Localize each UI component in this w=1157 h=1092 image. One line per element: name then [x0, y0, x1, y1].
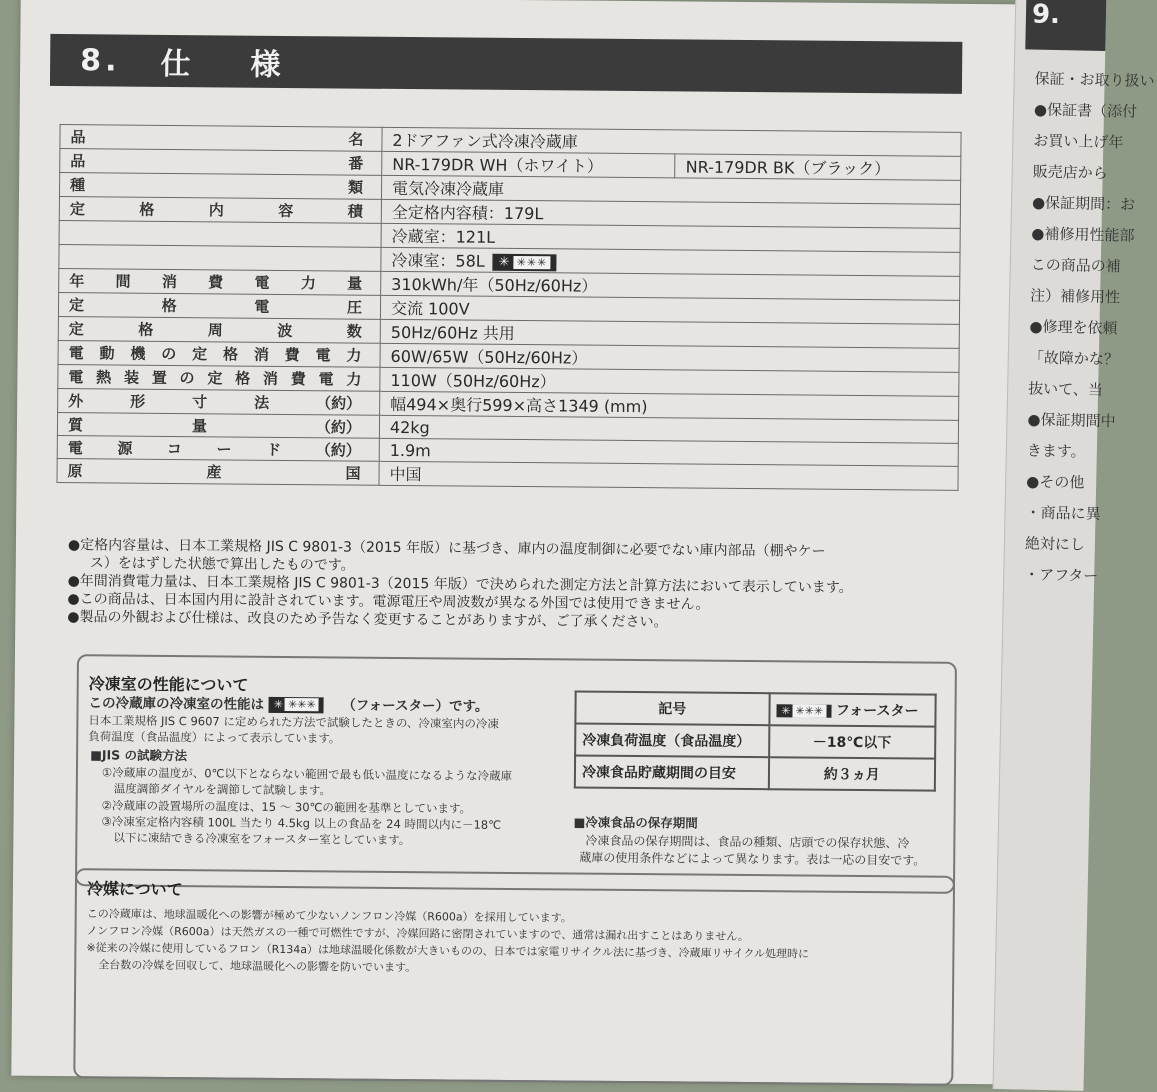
spec-label-char: 番: [348, 154, 364, 173]
spec-label-cell: [58, 292, 380, 319]
spec-label: [68, 437, 369, 461]
four-star-badge: [493, 254, 557, 272]
spec-label: [70, 174, 371, 198]
spec-label-char: 産: [206, 463, 222, 482]
spec-label-char: 外: [68, 392, 84, 411]
next-page-line: ●保証期間：お: [1031, 193, 1136, 214]
next-page-line: 注）補修用性: [1029, 286, 1121, 307]
jis-item: 以下に凍結できる冷凍室をフォースター室としています。: [113, 830, 411, 848]
spec-label-cell: [57, 458, 379, 485]
storage-period-label: 冷凍食品貯蔵期間の目安: [575, 756, 769, 790]
manual-page: [11, 0, 1020, 1084]
symbol-table: [574, 691, 937, 792]
jis-title: ■JIS の試験方法: [90, 747, 188, 764]
spec-label: [69, 318, 370, 342]
refrigerant-line: ※従来の冷媒に使用しているフロン（R134a）は地球温暖化係数が大きいものの、日本では家電リサイクル法に基づき、冷蔵庫リサイクル処理時に: [86, 941, 810, 961]
spec-label-char: 積: [347, 202, 363, 221]
spec-label-char: 力: [346, 370, 362, 389]
spec-label-char: 電: [254, 297, 270, 316]
storage-period-value: 約３ヵ月: [768, 757, 935, 790]
freezer-desc-1: 日本工業規格 JIS C 9607 に定められた方法で試験したときの、冷凍室内の冷凍: [88, 713, 500, 731]
spec-label-char: 国: [345, 464, 361, 483]
spec-value: [379, 461, 958, 490]
note-line: ●定格内容量は、日本工業規格 JIS C 9801-3（2015 年版）に基づき、庫内の温度制御に必要でない庫内部品（棚やケー: [67, 537, 826, 560]
spec-value-text: 幅494×奥行599×高さ1349 (mm): [390, 394, 648, 417]
storage-line: 冷凍食品の保存期間は、食品の種類、店頭での保存状態、冷: [585, 833, 910, 851]
spec-label-char: 熱: [96, 368, 112, 387]
spec-label-char: 間: [115, 272, 131, 291]
spec-label-char: 費: [208, 273, 224, 292]
spec-label-char: 容: [278, 201, 294, 221]
spec-label: [70, 198, 371, 222]
stars-icon: ✳✳✳: [514, 256, 551, 269]
spec-label-char: 品: [70, 152, 86, 171]
spec-label-char: 費: [284, 345, 300, 365]
refrigerant-line: 全台数の冷媒を回収して、地球温暖化への影響を防いでいます。: [98, 958, 417, 975]
note-line: ス）をはずした状態で算出したものです。: [89, 555, 355, 574]
spec-label: [68, 390, 369, 414]
spec-label-char: 置: [151, 368, 167, 387]
spec-value-text: 60W/65W（50Hz/60Hz）: [390, 346, 588, 368]
spec-label: [68, 366, 369, 390]
next-page-line: 保証・お取り扱い: [1034, 69, 1155, 91]
spec-label-char: 圧: [346, 298, 363, 317]
next-page-line: 販売店から: [1032, 162, 1108, 183]
spec-label-char: 格: [222, 345, 239, 364]
spec-value-text: 50Hz/60Hz 共用: [390, 322, 515, 343]
spec-value-text: 1.9m: [389, 440, 431, 460]
spec-label-char: 類: [347, 178, 364, 197]
spec-label-char: 形: [130, 392, 146, 411]
spec-label: [70, 233, 371, 236]
spec-label: [70, 150, 371, 174]
spec-label-char: 内: [208, 201, 224, 220]
spec-label-cell: [59, 245, 381, 272]
spec-value: NR-179DR BK（ブラック）: [675, 154, 961, 180]
four-star-badge-2: [776, 704, 831, 717]
next-page-line: 「故障かな？: [1028, 348, 1120, 369]
symbol-header-value: [769, 693, 936, 726]
star-icon: ✳: [781, 703, 791, 717]
stars-icon: ✳✳✳: [792, 704, 826, 717]
note-line: ●製品の外観および仕様は、改良のため予告なく変更することがありますが、ご了承ください。: [67, 609, 668, 631]
next-page-line: お買い上げ年: [1033, 131, 1124, 152]
spec-value-text: 110W（50Hz/60Hz）: [390, 370, 556, 392]
spec-label-char: 品: [70, 128, 86, 147]
jis-item: ①冷蔵庫の温度が、0℃以下とならない範囲で最も低い温度になるような冷蔵庫: [101, 765, 513, 783]
jis-item: ②冷蔵庫の設置場所の温度は、15 ～ 30℃の範囲を基準としています。: [101, 798, 472, 816]
next-page-line: きます。: [1026, 441, 1086, 461]
note-line: ●年間消費電力量は、日本工業規格 JIS C 9801-3（2015 年版）で決められた測定方法と計算方法において表示しています。: [67, 573, 853, 596]
spec-label-suffix: （約）: [315, 417, 362, 437]
spec-label-cell: [59, 173, 381, 200]
section-header: [50, 34, 962, 94]
performance-prefix: この冷蔵庫の冷凍室の性能は: [88, 695, 265, 713]
spec-label-char: 定: [68, 320, 84, 339]
spec-label-char: 定: [192, 345, 208, 364]
spec-label-cell: [58, 316, 380, 343]
next-page-line: ・アフター: [1024, 565, 1099, 586]
storage-line: 蔵庫の使用条件などによって異なります。表は一応の目安です。: [579, 850, 926, 868]
spec-value-text: 2ドアファン式冷凍冷蔵庫: [392, 130, 578, 152]
spec-label-cell: [57, 412, 379, 438]
performance-suffix: （フォースター）です。: [342, 697, 489, 715]
spec-value-text: 冷蔵室：121L: [391, 226, 496, 247]
stars-icon: ✳✳✳: [285, 698, 319, 711]
spec-label: [69, 270, 370, 294]
spec-label: [68, 414, 369, 438]
storage-title: ■冷凍食品の保存期間: [573, 814, 698, 831]
spec-label-char: 格: [161, 296, 177, 316]
next-page-tab: 9.: [1025, 0, 1106, 51]
next-page-line: ●保証書（添付: [1033, 100, 1138, 121]
spec-label: [69, 342, 370, 366]
spec-label-char: 波: [277, 321, 293, 341]
spec-label-char: の: [179, 369, 195, 388]
spec-label-char: 電: [68, 368, 84, 387]
spec-label-char: 原: [67, 462, 83, 481]
spec-label-char: 消: [253, 345, 269, 364]
spec-value-text: 交流 100V: [390, 298, 470, 319]
spec-label-cell: [58, 340, 380, 367]
spec-label-cell: [60, 149, 382, 176]
spec-label-char: 周: [207, 321, 223, 340]
refrigerant-title: 冷媒について: [86, 879, 183, 900]
spec-label: [69, 294, 370, 318]
spec-label-char: 格: [235, 369, 251, 388]
spec-label-cell: [60, 125, 382, 152]
spec-label-char: 数: [346, 322, 362, 341]
spec-label-suffix: （約）: [316, 394, 362, 413]
spec-label-char: 電: [67, 438, 83, 457]
spec-value: NR-179DR WH（ホワイト）: [382, 151, 676, 178]
spec-label-char: 量: [347, 274, 363, 293]
spec-label-char: ド: [266, 440, 282, 459]
refrigerant-line: この冷蔵庫は、地球温暖化への影響が極めて少ないノンフロン冷媒（R600a）を採用しています。: [86, 907, 572, 925]
spec-label-char: 量: [191, 416, 208, 435]
spec-label-char: 電: [318, 370, 334, 389]
spec-label-char: 寸: [192, 393, 208, 412]
spec-label-char: 消: [262, 369, 279, 388]
load-temp-label: 冷凍負荷温度（食品温度）: [575, 724, 769, 758]
star-icon: ✳: [498, 254, 511, 270]
next-page-line: ●その他: [1026, 472, 1085, 492]
spec-label-char: 電: [68, 344, 84, 363]
spec-label-char: 格: [139, 200, 155, 219]
spec-value-text: 全定格内容積：179L: [391, 202, 544, 224]
spec-label-char: 装: [123, 368, 140, 387]
spec-label-char: 力: [300, 274, 316, 293]
spec-label-char: 費: [290, 370, 306, 389]
spec-notes: [67, 536, 968, 634]
section-number: 8.: [80, 42, 121, 79]
freezer-box-title: 冷凍室の性能について: [88, 674, 249, 695]
refrigerant-box: [73, 868, 955, 1086]
spec-label-char: 名: [348, 130, 364, 149]
spec-label: [70, 126, 371, 150]
spec-label-char: 動: [99, 344, 115, 363]
next-page-line: この商品の補: [1030, 255, 1121, 276]
spec-label-char: 年: [69, 272, 85, 291]
spec-label-char: 電: [254, 273, 270, 292]
spec-label-char: 格: [138, 320, 154, 339]
spec-label-char: 機: [130, 344, 146, 363]
spec-table: [56, 124, 961, 491]
spec-label-char: 源: [117, 439, 133, 458]
freezer-desc-2: 負荷温度（食品温度）によって表示しています。: [88, 729, 341, 746]
spec-label-cell: [58, 388, 380, 415]
spec-value-text: 中国: [389, 464, 422, 485]
spec-label-char: 電: [315, 346, 331, 365]
next-page-line: 絶対にし: [1024, 534, 1086, 554]
spec-label: [67, 460, 368, 484]
next-page-line: ●修理を依頼: [1029, 317, 1118, 338]
next-page-line: ●保証期間中: [1027, 410, 1116, 431]
four-star-badge: [269, 697, 324, 713]
jis-item: ③冷凍室定格内容積 100L 当たり 4.5kg 以上の食品を 24 時間以内に－18℃: [101, 814, 502, 832]
jis-item: 温度調節ダイヤルを調節して試験します。: [113, 781, 332, 798]
spec-label-char: コ: [166, 439, 183, 458]
refrigerant-line: ノンフロン冷媒（R600a）は天然ガスの一種で可燃性ですが、冷媒回路に密閉されていますので、通常は漏れ出すことはありません。: [86, 924, 749, 944]
note-line: ●この商品は、日本国内用に設計されています。電源電圧や周波数が異なる外国では使用できません。: [67, 591, 710, 613]
spec-value-text: 電気冷凍冷蔵庫: [391, 178, 505, 199]
spec-label-char: 法: [254, 393, 270, 412]
spec-label: [69, 257, 370, 260]
star-icon: ✳: [273, 697, 284, 711]
spec-value-text: 冷凍室：58L: [391, 250, 485, 271]
spec-label-cell: [59, 269, 381, 296]
spec-label-suffix: （約）: [315, 440, 361, 460]
spec-value-text: 310kWh/年（50Hz/60Hz）: [391, 274, 598, 296]
spec-label-char: 定: [68, 296, 85, 315]
next-page-line: 抜いて、当: [1027, 379, 1104, 400]
spec-label-char: ー: [216, 439, 232, 459]
spec-label-cell: [58, 364, 380, 391]
spec-label-char: 力: [346, 346, 362, 365]
spec-label-char: の: [161, 344, 177, 364]
next-page-line: ・商品に異: [1025, 503, 1101, 524]
load-temp-value: －18℃以下: [769, 725, 936, 758]
symbol-header-label: 記号: [575, 692, 769, 726]
spec-label-char: 質: [67, 415, 84, 434]
spec-label-char: 消: [161, 272, 177, 292]
spec-label-cell: [57, 435, 379, 461]
four-star-label: フォースター: [835, 702, 919, 720]
spec-label-cell: [59, 221, 381, 248]
spec-label-cell: [59, 197, 381, 224]
spec-label-char: 定: [69, 200, 85, 219]
spec-value-text: 42kg: [389, 417, 430, 437]
section-title: 仕様: [160, 46, 341, 84]
spec-label-char: 種: [70, 176, 86, 195]
next-page-line: ●補修用性能部: [1031, 224, 1135, 245]
spec-label-char: 定: [207, 369, 223, 388]
